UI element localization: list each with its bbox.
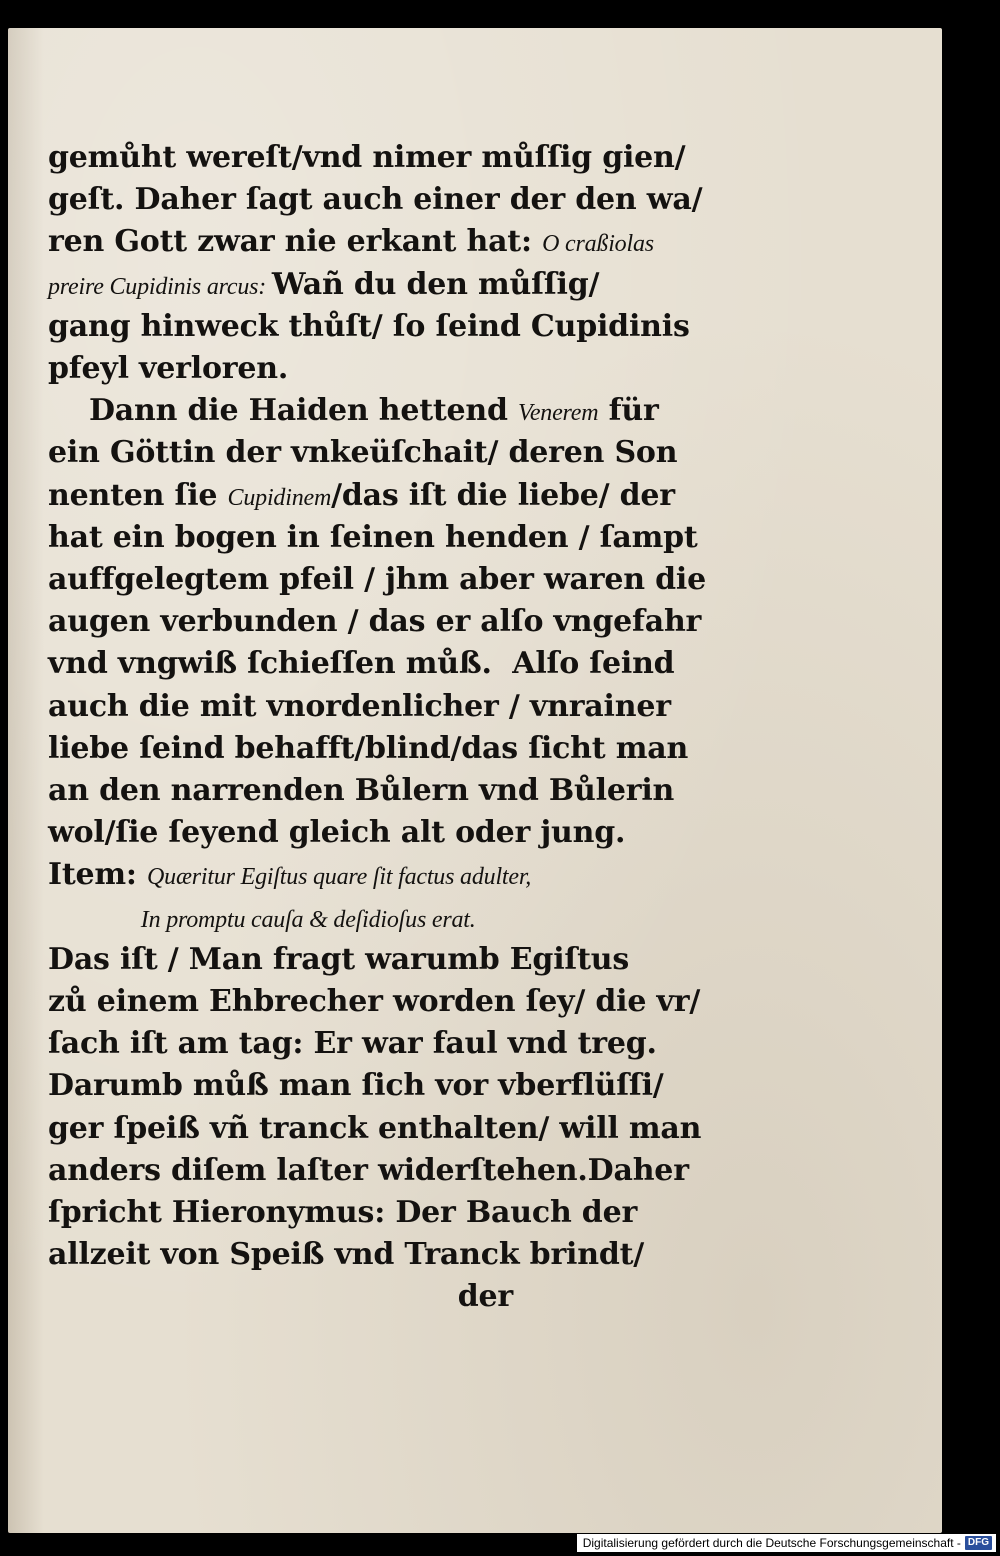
fraktur-text: Darumb můß man ſich vor vberflüſſi/ xyxy=(48,1068,664,1104)
text-line xyxy=(48,982,700,1022)
funding-footer xyxy=(577,1534,996,1552)
fraktur-text: für xyxy=(598,393,659,429)
fraktur-text: der xyxy=(48,1279,514,1315)
fraktur-text: liebe ſeind behafft/blind/das ſicht man xyxy=(48,730,689,766)
fraktur-text: auffgelegtem pfeil / jhm aber waren die xyxy=(48,562,707,597)
fraktur-text: zů einem Ehbrecher worden ſey/ die vr/ xyxy=(48,984,701,1019)
fraktur-text: nenten ſie xyxy=(48,477,228,513)
fraktur-text: Wañ du den můſſig/ xyxy=(271,266,600,302)
text-line xyxy=(48,940,629,980)
text-line xyxy=(48,138,685,178)
fraktur-text: ſach iſt am tag: Er war faul vnd treg. xyxy=(48,1026,657,1062)
text-line xyxy=(48,265,599,305)
fraktur-text: Item: xyxy=(48,857,148,893)
text-line xyxy=(48,476,675,516)
fraktur-text: gemůht wereſt/vnd nimer můſſig gien/ xyxy=(48,140,686,175)
text-line xyxy=(48,1151,689,1191)
fraktur-text: an den narrenden Bůlern vnd Bůlerin xyxy=(48,773,675,808)
text-line xyxy=(48,560,706,600)
latin-text: preire Cupidinis arcus: xyxy=(48,273,272,300)
fraktur-text: hat ein bogen in ſeinen henden / ſampt xyxy=(48,519,698,555)
text-line xyxy=(48,307,690,347)
latin-text: Cupidinem xyxy=(227,484,332,511)
text-line xyxy=(48,771,674,811)
funding-text: Digitalisierung gefördert durch die Deutsche Forschungsgemeinschaft - xyxy=(582,1536,961,1550)
text-line xyxy=(48,518,698,558)
text-line xyxy=(48,1235,644,1275)
text-line xyxy=(48,813,625,853)
text-line xyxy=(48,1193,637,1233)
fraktur-text: auch die mit vnordenlicher / vnrainer xyxy=(48,688,671,724)
dfg-logo-icon: DFG xyxy=(965,1536,992,1550)
text-line xyxy=(48,1024,657,1064)
text-line xyxy=(48,1277,513,1317)
text-line xyxy=(48,855,531,895)
fraktur-text: wol/ſie ſeyend gleich alt oder jung. xyxy=(48,815,626,851)
text-line xyxy=(48,602,701,642)
fraktur-text: Das iſt / Man fragt warumb Egiſtus xyxy=(48,941,630,977)
latin-text: Venerem xyxy=(518,400,599,427)
text-line xyxy=(48,729,688,769)
fraktur-text: ger ſpeiß vñ tranck enthalten/ will man xyxy=(48,1110,702,1146)
book-page xyxy=(8,28,942,1533)
text-line xyxy=(48,687,671,727)
fraktur-text: augen verbunden / das er alſo vngefahr xyxy=(48,604,702,640)
fraktur-text: ren Gott zwar nie erkant hat: xyxy=(48,224,543,260)
text-line xyxy=(48,1066,664,1106)
fraktur-text: ein Göttin der vnkeüſchait/ deren Son xyxy=(48,435,678,471)
latin-text: O craßiolas xyxy=(542,231,654,258)
latin-text: Quæritur Egiſtus quare ſit factus adulter, xyxy=(147,864,532,891)
text-line xyxy=(48,222,654,262)
text-line xyxy=(48,349,288,389)
fraktur-text: anders diſem laſter widerſtehen.Daher xyxy=(48,1152,689,1188)
text-line xyxy=(48,433,677,473)
fraktur-text: /das iſt die liebe/ der xyxy=(331,477,675,513)
fraktur-text: allzeit von Speiß vnd Tranck brindt/ xyxy=(48,1237,645,1273)
text-line xyxy=(48,644,674,684)
text-line xyxy=(48,898,476,938)
text-line xyxy=(48,1109,701,1149)
latin-text: In promptu cauſa & deſidioſus erat. xyxy=(48,906,476,933)
fraktur-text: pfeyl verloren. xyxy=(48,351,289,386)
text-line xyxy=(48,180,702,220)
fraktur-text: ſpricht Hieronymus: Der Bauch der xyxy=(48,1195,638,1230)
text-line xyxy=(48,391,659,431)
fraktur-text: gang hinweck thůſt/ ſo ſeind Cupidinis xyxy=(48,308,690,344)
fraktur-text: Dann die Haiden hettend xyxy=(48,393,519,429)
fraktur-text: vnd vngwiß ſchieſſen můß. Alſo ſeind xyxy=(48,646,675,682)
fraktur-text: geſt. Daher ſagt auch einer der den wa/ xyxy=(48,182,703,218)
